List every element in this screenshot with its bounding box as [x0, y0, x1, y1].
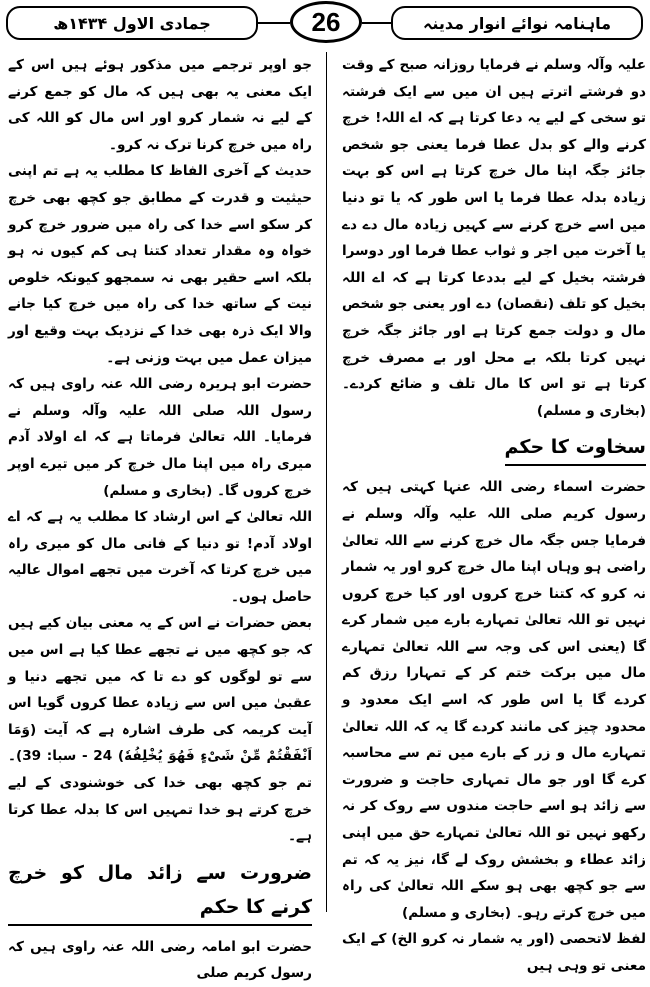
section-heading-wrap [342, 426, 646, 472]
magazine-title: ماہنامہ نوائے انوار مدینہ [391, 6, 643, 40]
column-divider [326, 52, 327, 912]
section-heading-wrap [8, 852, 312, 932]
right-column [342, 52, 646, 980]
issue-date: جمادی الاول ۱۴۳۴ھ [6, 6, 258, 40]
page-header [0, 0, 650, 48]
paragraph: حدیث کے آخری الفاظ کا مطلب یہ ہے تم اپنی حیثیت و قدرت کے مطابق جو کچھ بھی خرچ کر سکو اسے خدا کی راہ میں ضرور خرچ کرو خواہ وہ مقدار تعداد کتنا ہی کم کیوں نہ ہو بلکہ اسے حقیر بھی نہ سمجھو کیونکہ خلوص نیت کے ساتھ خدا کی راہ میں خرچ کیا جانے والا ایک ذرہ بھی خدا کے نزدیک بہت وقیع اور میزان عمل میں بہت وزنی ہے۔ [8, 163, 312, 366]
paragraph: جو اوپر ترجمے میں مذکور ہوئے ہیں اس کے ایک معنی یہ بھی ہیں کہ مال کو جمع کرنے کے لیے نہ شمار کرو اور اس مال کو اللہ کی راہ میں خرچ کرنا ترک نہ کرو۔ [8, 57, 312, 153]
left-column [8, 52, 312, 987]
paragraph: اللہ تعالیٰ کے اس ارشاد کا مطلب یہ ہے کہ اے اولاد آدم! تو دنیا کے فانی مال کو میری راہ میں خرچ کرتا کہ آخرت میں تجھے اموال عالیہ حاصل ہوں۔ [8, 509, 312, 605]
header-rule-right [362, 22, 391, 24]
paragraph: علیہ وآلہ وسلم نے فرمایا روزانہ صبح کے وقت دو فرشتے اترتے ہیں ان میں سے ایک فرشتہ تو سخی کے لیے یہ دعا کرتا ہے کہ اے اللہ! خرچ کرنے والے کو بدل عطا فرما یعنی جو شخص جائز جگہ اپنا مال خرچ کرتا ہے اس کو بہت زیادہ بدلہ عطا فرما یا اس طور کہ یا تو دنیا میں اسے خرچ کرنے سے کہیں زیادہ مال دے دے یا آخرت میں اجر و ثواب عطا فرما اور دوسرا فرشتہ بخیل کے لیے بددعا کرتا ہے کہ اے اللہ بخیل کو تلف (نقصان) دے اور یعنی جو شخص مال و دولت جمع کرتا ہے اور جائز جگہ خرچ نہیں کرتا بلکہ بے محل اور بے مصرف خرچ کرتا ہے تو اس کا مال تلف و ضائع کردے۔ (بخاری و مسلم) [342, 57, 646, 419]
paragraph: لفظ لاتحصی (اور یہ شمار نہ کرو الخ) کے ایک معنی تو وہی ہیں [342, 931, 646, 974]
header-rule-left [258, 22, 290, 24]
page-number: 26 [290, 1, 362, 43]
paragraph: حضرت اسماء رضی اللہ عنہا کہتی ہیں کہ رسول کریم صلی اللہ علیہ وآلہ وسلم نے فرمایا جس جگہ مال خرچ کرنے سے اللہ تعالیٰ راضی ہو وہاں اپنا مال خرچ کرو اور یہ شمار نہ کرو کہ کتنا خرچ کروں اور کیا خرچ کروں نہیں تو اللہ تعالیٰ تمہارے بارے میں شمار کرے گا (یعنی اس کی وجہ سے اللہ تعالیٰ تمہارے مال میں برکت ختم کر کے تمہارا رزق کم کردے گا یا اس طور کہ اسے ایک معدود و محدود چیز کی مانند کردے گا یہ کہ اللہ تعالیٰ تمہارے مال و زر کے بارے میں تم سے محاسبہ کرے گا اور جو مال تمہاری حاجت و ضرورت سے زائد ہو اسے حاجت مندوں سے روک کر نہ رکھو نہیں تو اللہ تعالیٰ تمہارے حق میں اپنی زائد عطاء و بخشش روک لے گا، نیز یہ کہ تم سے جو کچھ بھی ہو سکے اللہ تعالیٰ کی راہ میں خرچ کرتے رہو۔ (بخاری و مسلم) [342, 479, 646, 921]
section-heading: سخاوت کا حکم [505, 430, 646, 466]
paragraph: بعض حضرات نے اس کے یہ معنی بیان کیے ہیں کہ جو کچھ میں نے تجھے عطا کیا ہے اس میں سے تو لوگوں کو دے تا کہ میں تجھے دنیا و عقبیٰ میں اس سے زیادہ عطا کروں گویا اس آیت کریمہ کی طرف اشارہ ہے کہ آیت (وَمَا اَنْفَقْتُمْ مِّنْ شَیْءٍ فَهُوَ یُخْلِفُهٗ) 24 - سبا: 39)۔ تم جو کچھ بھی خدا کی خوشنودی کے لیے خرچ کرتے ہو خدا تمہیں اس کا بدلہ عطا کرتا ہے۔ [8, 615, 312, 845]
paragraph: حضرت ابو ہریرہ رضی اللہ عنہ راوی ہیں کہ رسول اللہ صلی اللہ علیہ وآلہ وسلم نے فرمایا۔ اللہ تعالیٰ فرماتا ہے کہ اے اولاد آدم میری راہ میں اپنا مال خرچ کر میں تیرے اوپر خرچ کروں گا۔ (بخاری و مسلم) [8, 376, 312, 499]
paragraph: حضرت ابو امامہ رضی اللہ عنہ راوی ہیں کہ رسول کریم صلی [8, 938, 312, 982]
section-heading: ضرورت سے زائد مال کو خرچ کرنے کا حکم [8, 856, 312, 926]
